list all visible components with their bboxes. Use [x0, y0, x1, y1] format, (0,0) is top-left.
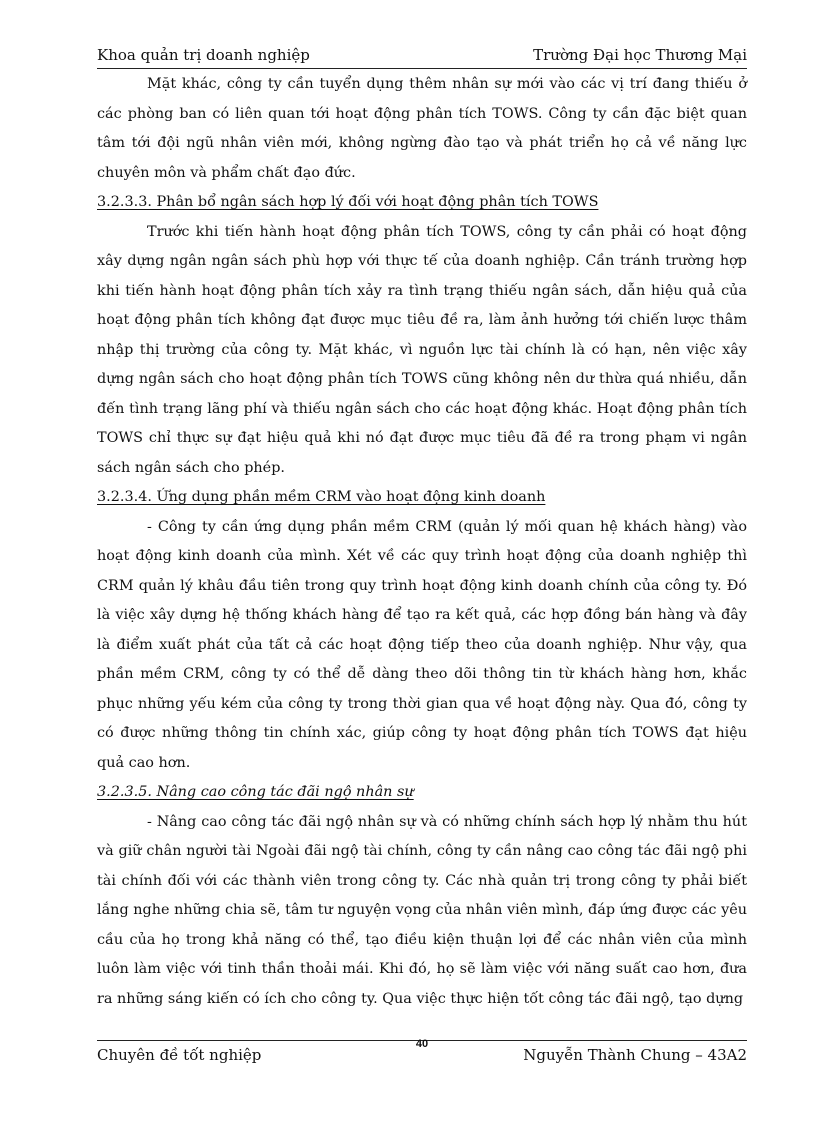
section-heading: 3.2.3.5. Nâng cao công tác đãi ngộ nhân sự — [97, 784, 414, 800]
body-paragraph: Mặt khác, công ty cần tuyển dụng thêm nhân sự mới vào các vị trí đang thiếu ở các phòng ban có liên quan tới hoạt động phân tích TOWS. Công ty cần đặc biệt quan tâm tới đội ngũ nhân viên mới, không ngừng đào tạo và phát triển họ cả về năng lực chuyên môn và phẩm chất đạo đức. — [97, 76, 747, 181]
body-paragraph: - Nâng cao công tác đãi ngộ nhân sự và có những chính sách hợp lý nhằm thu hút và giữ chân người tài Ngoài đãi ngộ tài chính, công ty cần nâng cao công tác đãi ngộ phi tài chính đối với các thành viên trong công ty. Các nhà quản trị trong công ty phải biết lắng nghe những chia sẽ, tâm tư nguyện vọng của nhân viên mình, đáp ứng được các yêu cầu của họ trong khả năng có thể, tạo điều kiện thuận lợi để các nhân viên của mình luôn làm việc với tinh thần thoải mái. Khi đó, họ sẽ làm việc với năng suất cao hơn, đưa ra những sáng kiến có ích cho công ty. Qua việc thực hiện tốt công tác đãi ngộ, tạo dựng — [97, 813, 747, 1007]
body-paragraph: - Công ty cần ứng dụng phần mềm CRM (quản lý mối quan hệ khách hàng) vào hoạt động kinh doanh của mình. Xét về các quy trình hoạt động của doanh nghiệp thì CRM quản lý khâu đầu tiên trong quy trình hoạt động kinh doanh chính của công ty. Đó là việc xây dựng hệ thống khách hàng để tạo ra kết quả, các hợp đồng bán hàng và đây là điểm xuất phát của tất cả các hoạt động tiếp theo của doanh nghiệp. Như vậy, qua phần mềm CRM, công ty có thể dễ dàng theo dõi thông tin từ khách hàng hơn, khắc phục những yếu kém của công ty trong thời gian qua về hoạt động này. Qua đó, công ty có được những thông tin chính xác, giúp công ty hoạt động phân tích TOWS đạt hiệu quả cao hơn. — [97, 518, 747, 771]
page-header — [97, 46, 747, 68]
section-heading: 3.2.3.3. Phân bổ ngân sách hợp lý đối với hoạt động phân tích TOWS — [97, 194, 599, 210]
page-number: 40 — [415, 1038, 429, 1050]
header-faculty: Khoa quản trị doanh nghiệp — [97, 46, 310, 64]
footer-author: Nguyễn Thành Chung – 43A2 — [523, 1046, 747, 1064]
header-rule — [97, 68, 747, 69]
header-university: Trường Đại học Thương Mại — [533, 46, 747, 64]
body-paragraph: Trước khi tiến hành hoạt động phân tích TOWS, công ty cần phải có hoạt động xây dựng ngân ngân sách phù hợp với thực tế của doanh nghiệp. Cần tránh trường hợp khi tiến hành hoạt động phân tích xảy ra tình trạng thiếu ngân sách, dẫn hiệu quả của hoạt động phân tích không đạt được mục tiêu đề ra, làm ảnh hưởng tới chiến lược thâm nhập thị trường của công ty. Mặt khác, vì nguồn lực tài chính là có hạn, nên việc xây dựng ngân sách cho hoạt động phân tích TOWS cũng không nên dư thừa quá nhiều, dẫn đến tình trạng lãng phí và thiếu ngân sách cho các hoạt động khác. Hoạt động phân tích TOWS chỉ thực sự đạt hiệu quả khi nó đạt được mục tiêu đã đề ra trong phạm vi ngân sách ngân sách cho phép. — [97, 223, 747, 476]
page-body — [97, 70, 747, 1014]
section-heading: 3.2.3.4. Ứng dụng phần mềm CRM vào hoạt động kinh doanh — [97, 489, 546, 505]
footer-thesis-label: Chuyên đề tốt nghiệp — [97, 1046, 262, 1064]
